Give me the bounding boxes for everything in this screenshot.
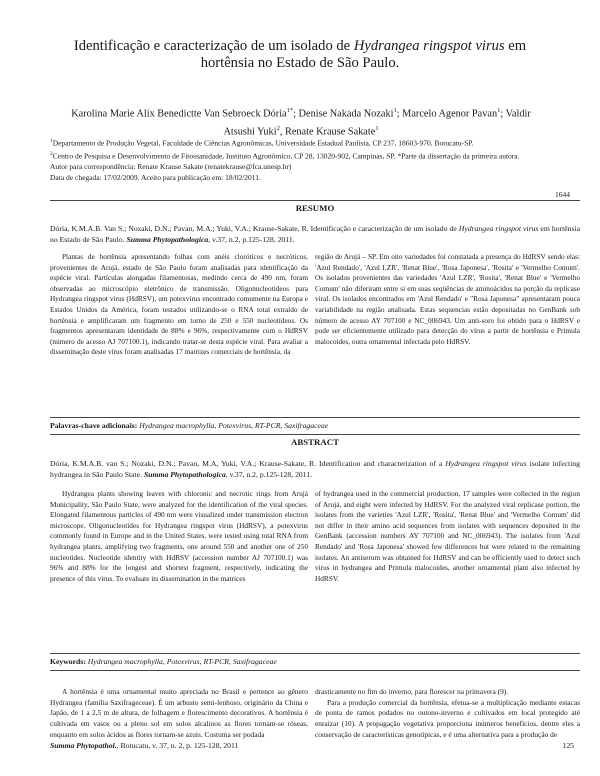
citation-journal: Summa Phytopathologica <box>143 470 226 479</box>
author-name: , Renate Krause Sakate <box>279 126 376 138</box>
divider <box>50 200 580 201</box>
affiliation-1: Departamento de Produção Vegetal, Faculdade de Ciências Agronômicas, Universidade Estadual Paulista, CP 237, 18603-970, Botucatu-SP. <box>52 138 474 148</box>
abstract-citation <box>50 458 580 480</box>
abstract-column-1: Hydrangea plants showing leaves with chloronic and necrotic rings from Arujá Municipality, São Paulo State, were analyzed for the identification of the viral species. Elongated filamentous particles of 490 nm were visualized under transmission electron microscope. Oligonucleotides for Hydrangea ringspot virus (HdRSV), a potexvirus commonly found in Europe and in the United States, were tested using total RNA from hydrangea plants, amplifying two fragments, one around 550 and another one of 250 nucleotides. Nucleotide identity with HdRSV (accession number AJ 707100.1) was 96% and 88% for the longest and shortest fragment, respectively, indicating the presence of this virus. To evaluate its dissemination in the matrices <box>50 489 308 583</box>
author-superscript: 1* <box>286 107 294 114</box>
body-column-2 <box>315 687 580 741</box>
divider <box>50 417 580 418</box>
citation-journal: Summa Phytopathologica <box>126 235 209 244</box>
author-superscript: 1 <box>497 107 501 114</box>
author-superscript: 2 <box>276 125 280 133</box>
divider <box>50 653 580 654</box>
resumo-citation <box>50 223 580 245</box>
title-text-end: em hortênsia no Estado de São Paulo. <box>200 38 527 71</box>
keywords-label: Keywords: <box>50 657 86 666</box>
author-name: ; Marcelo Agenor Pavan <box>396 108 498 120</box>
abstract-column-2: of hydrangea used in the commercial production, 17 samples were collected in the region of Arujá, and eight were infected by HdRSV. For the analyzed viral replicase portion, the isolates from the varieties 'Azul LZR', 'Rosita', 'Renat Blue' and 'Vermelho Comum' did not differ in their amino acid sequences from isolates with sequences deposited in the GenBank (accession numbers AY 707100 and NC_006943). The isolates from 'Azul Rendado' and 'Rosa Japonesa' showed few differences but were related to the remaining isolates. An antiserum was obtained for HdRSV and can be efficiently used to detect such virus in hydrangea and Primula malocoides, another ornamental plant also infected by HdRSV. <box>315 489 580 583</box>
title-text: Identificação e caracterização de um isolado de <box>73 38 354 54</box>
citation-virus: Hydrangea ringspot virus <box>445 459 527 468</box>
body-paragraph: Para a produção comercial da hortênsia, efetua-se a multiplicação mediante estacas de ponta de ramos podados no outono-inverno e cultivados em local protegido até enraizar (10). A propagação vegetativa proporciona inúmeros benefícios, dentre eles a conservação de características genotípicas, e é uma alternativa para a produção de <box>315 697 580 739</box>
footer-citation <box>50 741 238 750</box>
keywords-text: Hydrangea macrophylla, Potexvirus, RT-PCR, Saxifragaceae <box>139 421 329 430</box>
footer-details: , Botucatu, v. 37, n. 2, p. 125-128, 2011 <box>116 741 239 750</box>
divider <box>50 670 580 671</box>
affiliation-superscript: 2 <box>50 150 53 157</box>
citation-text: , v.37, n.2, p.125-128, 2011. <box>208 235 295 244</box>
author-name: Karolina Marie Alix Benedictte Van Sebroeck Dória <box>71 108 287 120</box>
abstract-keywords <box>50 656 580 667</box>
author-superscript: 1 <box>393 107 397 114</box>
author-name: Atsushi Yuki <box>223 126 277 138</box>
affiliations <box>50 136 580 183</box>
keywords-label: Palavras-chave adicionais: <box>50 421 138 430</box>
body-paragraph: A hortênsia é uma ornamental muito apreciada no Brasil e pertence ao gênero Hydrangea (família Saxifrageceae). É um arbusto semi-lenhoso, originário da China e Japão, de 1 a 2,5 m de altura, de folhagem e florescimento decorativos. A hortênsia é cultivada em vasos ou a pleno sol em solos alcalinos as flores tornam-se róseas, enquanto em solos ácidos as flores tornam-se azuis. Costuma ser podada <box>50 687 308 739</box>
keywords-text: Hydrangea macrophylla, Potexvirus, RT-PCR, Saxifragaceae <box>87 657 277 666</box>
citation-text: Dória, K.M.A.B. van S.; Nozaki, D.N.; Pavan, M.A, Yuki, V.A.; Krause-Sakate, R. Identification and characterization of a <box>50 459 446 468</box>
correspondence: Autor para correspondência: Renate Krause Sakate (renatekrause@fca.unesp.br) <box>50 162 292 171</box>
affiliation-2: Centro de Pesquisa e Desenvolvimento de Fitossanidade, Instituto Agronômico, CP 28, 13020-902, Campinas, SP. *Parte da dissertação da primeira autora. <box>52 151 520 160</box>
footer-journal: Summa Phytopathol. <box>50 741 117 750</box>
body-column-1 <box>50 687 308 741</box>
resumo-keywords <box>50 420 580 431</box>
citation-text: , v.37, n.2, p.125-128, 2011. <box>225 470 313 479</box>
author-superscript: 1 <box>375 125 379 133</box>
resumo-column-2: região de Arujá – SP. Em oito variedades foi constatada a presença do HdRSV sendo elas: 'Azul Rendado', 'Azul LZR', 'Renat Blue', 'Rosa Japonesa', 'Rosita' e 'Vermelho Comum'. Os isolados provenientes das variedades 'Azul LZR', 'Rosita', 'Renat Blue' e 'Vermelho Comum' não diferiram entre si em suas seqüências de aminoácidos na porção da replicase viral. Os isolados encontrados em 'Azul Rendado' e "Rosa Japonesa" apresentaram pouca variabilidade na região analisada. Estas sequencias estão depositadas no GenBank sob número de acesso AY 707100 e NC_006943. Um anti-soro foi obtido para o HdRSV e pode ser eficientemente utilizado para detecção do vírus a partir de hortênsia e Primula malocoides, outra ornamental infectada pelo HdRSV. <box>315 252 580 346</box>
author-name: ; Valdir <box>500 108 531 120</box>
citation-virus: Hydrangea ringspot virus <box>458 224 539 233</box>
page-number: 125 <box>562 741 574 750</box>
author-name: ; Denise Nakada Nozaki <box>293 108 394 120</box>
divider <box>50 434 580 435</box>
article-title <box>50 38 550 72</box>
affiliation-superscript: 1 <box>50 138 53 144</box>
resumo-column-1: Plantas de hortênsia apresentando folhas com anéis cloróticos e necróticos, provenientes de Arujá, estado de São Paulo foram analisadas para identificação da espécie viral. Partículas alongadas filamentosas, medindo cerca de 490 nm, foram observadas ao microscópio eletrônico de transmissão. Oligonucleotídeos para Hydrangea ringspot virus (HdRSV), um potexvírus encontrado comumente na Europa e Estados Unidos da América, foram testados utilizando-se o RNA total extraído de hortênsia e amplificaram um fragmento em torno de 250 e 550 nucleotídeos. Os fragmentos apresentaram identidade de 88% e 96%, respectivamente com o HdRSV (número de acesso AJ 707100.1), indicando tratar-se desta espécie viral. Para avaliar a disseminação deste vírus foram analisadas 17 matrizes comerciais de hortênsia, da <box>50 252 308 357</box>
body-paragraph: drasticamente no fim do inverno, para florescer na primavera (9). <box>315 687 509 696</box>
citation-text: Dória, K.M.A.B. Van S.; Nozaki, D.N.; Pavan, M.A.; Yuki, V.A.; Krause-Sakate, R. Identificação e caracterização de um isolado de <box>50 224 459 233</box>
author-list <box>28 103 574 140</box>
title-virus-name: Hydrangea ringspot virus <box>353 38 505 54</box>
citation-text: isolate infecting hydrangea in São Paulo State. <box>50 459 580 479</box>
resumo-heading: RESUMO <box>295 203 335 213</box>
reference-number: 1644 <box>555 190 570 199</box>
abstract-heading: ABSTRACT <box>291 437 339 447</box>
citation-text: em hortênsia no Estado de São Paulo. <box>50 224 581 244</box>
submission-dates: Data de chegada: 17/02/2009. Aceito para publicação em: 18/02/2011. <box>50 173 261 182</box>
